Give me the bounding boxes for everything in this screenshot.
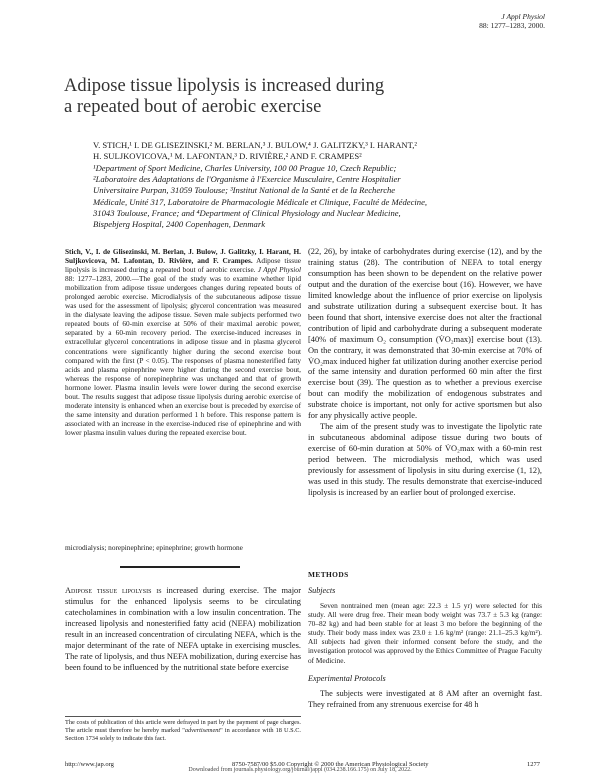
affiliation-line: Bispebjerg Hospital, 2400 Copenhagen, Denmark [93, 219, 266, 230]
affiliation-line: 31043 Toulouse, France; and ⁴Department of Clinical Physiology and Nuclear Medicine, [93, 207, 401, 218]
protocols-text [308, 689, 542, 710]
subjects-paragraph: Seven nontrained men (mean age: 22.3 ± 1.5 yr) were selected for this study. All were drug free. Their mean body weight was 73.7 ± 5.3 kg (range: 70–82 kg) and had been stable for at least 3 mo before the beginning of the study. Their body mass index was 23.0 ± 1.6 kg/m² (range: 21.1–25.3 kg/m²). All subjects had given their informed consent before the study, and the investigation protocol was approved by the Ethics Committee of Prague Faculty of Medicine. [308, 601, 542, 665]
introduction [65, 585, 301, 673]
copyright-line: 8750-7587/00 $5.00 Copyright © 2000 the American Physiological Society [232, 761, 429, 768]
abstract-journal: J Appl Physiol [257, 265, 301, 275]
right-column [308, 247, 542, 499]
title-line-2: a repeated bout of aerobic exercise [64, 97, 322, 117]
abstract-citation-title: Adipose tissue lipolysis is increased during a repeated bout of aerobic exercise. [65, 256, 301, 275]
download-notice: Downloaded from journals.physiology.org/journal/jappl (034.238.166.175) on July 18, 2022. [188, 767, 412, 773]
footnote-divider [65, 716, 301, 717]
abstract-authors: Stich, V., I. de Glisezinski, M. Berlan, J. Bulow, J. Galitzky, I. Harant, H. Suljkovicova, M. Lafontan, D. Rivière, and F. Crampes. [65, 247, 301, 266]
footnote-text-end: " in accordance with 18 U.S.C. Section 1734 solely to indicate this fact. [65, 726, 301, 742]
intro-text: increased during exercise. The major stimulus for the enhanced lipolysis seems to be circulating catecholamines in combination with a low insulin concentration. The increased lipolysis and nonesterified fatty acid (NEFA) mobilization result in an increased concentration of circulating NEFA, which is the major determinant of the rate of NEFA uptake in exercising muscles. The rate of lipolysis, and thus NEFA mobilization, during exercise has been found to be influenced by the nutritional state before exercise [65, 586, 301, 672]
author-list [93, 140, 523, 162]
keywords: microdialysis; norepinephrine; epinephrine; growth hormone [65, 543, 243, 552]
subjects-text [308, 601, 542, 665]
intro-lead: Adipose tissue lipolysis is [65, 586, 162, 595]
affiliations [93, 163, 523, 230]
affiliation-line: ²Laboratoire des Adaptations de l'Organisme à l'Exercice Musculaire, Centre Hospitalier [93, 174, 401, 185]
abstract-divider [120, 566, 240, 568]
title-line-1: Adipose tissue lipolysis is increased during [64, 76, 385, 96]
abstract-body: 88: 1277–1283, 2000.—The goal of the study was to examine whether lipid mobilization from adipose tissue undergoes changes during repeated bouts of prolonged aerobic exercise. Microdialysis of the subcutaneous adipose tissue was used for the assessment of lipolysis; glycerol concentration was measured in the dialysate leaving the adipose tissue. Seven male subjects performed two repeated bouts of 60-min exercise at 50% of their maximal aerobic power, separated by a 60-min recovery period. The exercise-induced increases in extracellular glycerol concentrations in adipose tissue and in plasma glycerol concentrations were significantly higher during the second exercise bout compared with the first (P < 0.05). The responses of plasma nonesterified fatty acids and plasma epinephrine were higher during the second exercise bout, whereas the response of norepinephrine was unchanged and that of growth hormone lower. Plasma insulin levels were lower during the second exercise bout. The results suggest that adipose tissue lipolysis during aerobic exercise of moderate intensity is enhanced when an exercise bout is preceded by exercise of the same intensity and duration performed 1 h before. This response pattern is associated with an increase in the exercise-induced rise of epinephrine and with lower plasma insulin values during the repeated exercise bout. [65, 274, 301, 437]
affiliation-line: Médicale, Unité 317, Laboratoire de Pharmacologie Médicale et Clinique, Faculté de Médecine, [93, 196, 428, 207]
affiliation-line: Universitaire Purpan, 31059 Toulouse; ³Institut National de la Santé et de la Recherche [93, 185, 396, 196]
page-number: 1277 [527, 761, 540, 768]
footnote-text: The costs of publication of this article were defrayed in part by the payment of page charges. The article must therefore be hereby marked " [65, 719, 301, 734]
footnote [65, 719, 301, 742]
protocols-paragraph: The subjects were investigated at 8 AM after an overnight fast. They refrained from any strenuous exercise for 48 h [308, 689, 542, 709]
subjects-heading: Subjects [308, 586, 336, 595]
protocols-heading: Experimental Protocols [308, 674, 386, 683]
abstract [65, 247, 301, 437]
authors-line-2: H. SULJKOVICOVA,¹ M. LAFONTAN,³ D. RIVIÈRE,² AND F. CRAMPES² [93, 151, 362, 161]
authors-line-1: V. STICH,¹ I. DE GLISEZINSKI,² M. BERLAN,³ J. BULOW,⁴ J. GALITZKY,³ I. HARANT,² [93, 140, 417, 150]
journal-citation: 88: 1277–1283, 2000. [479, 21, 545, 30]
journal-name: J Appl Physiol [501, 12, 545, 21]
paragraph: The aim of the present study was to investigate the lipolytic rate in subcutaneous abdominal adipose tissue during two bouts of exercise of 60-min duration at 50% of V̇O₂max with a 60-min rest period between. The microdialysis method, which was used previously for assessment of lipolysis in situ during exercise (1, 12), was used in this study. The results demonstrate that exercise-induced lipolysis is increased by an earlier bout of prolonged exercise. [308, 422, 542, 497]
article-title [64, 76, 534, 118]
journal-url[interactable]: http://www.jap.org [65, 761, 114, 768]
methods-heading: METHODS [308, 570, 349, 579]
paragraph: (22, 26), by intake of carbohydrates during exercise (12), and by the training status (28). The contribution of NEFA to total energy consumption has been shown to be dependent on the relative power output and the duration of the exercise bout (16). However, we have limited knowledge about the influence of prior exercise on lipolysis and substrate utilization during a subsequent exercise bout. It has been found that short, intensive exercise does not alter the fractional contribution of lipid and carbohydrate during a subsequent moderate [40% of maximum O₂ consumption (V̇O₂max)] exercise bout (13). On the contrary, it was demonstrated that 30-min exercise at 70% of V̇O₂max induced higher fat utilization during another exercise period of the same intensity and duration performed 60 min after the first exercise bout (39). The question as to whether a previous exercise bout can modify the mobilization of endogenous substrates and substrate choice is important, not only for active sportsmen but also for any physically active people. [308, 247, 542, 421]
footnote-italic: advertisement [184, 726, 221, 734]
affiliation-line: ¹Department of Sport Medicine, Charles University, 100 00 Prague 10, Czech Republic; [93, 163, 397, 173]
journal-header [479, 12, 545, 30]
